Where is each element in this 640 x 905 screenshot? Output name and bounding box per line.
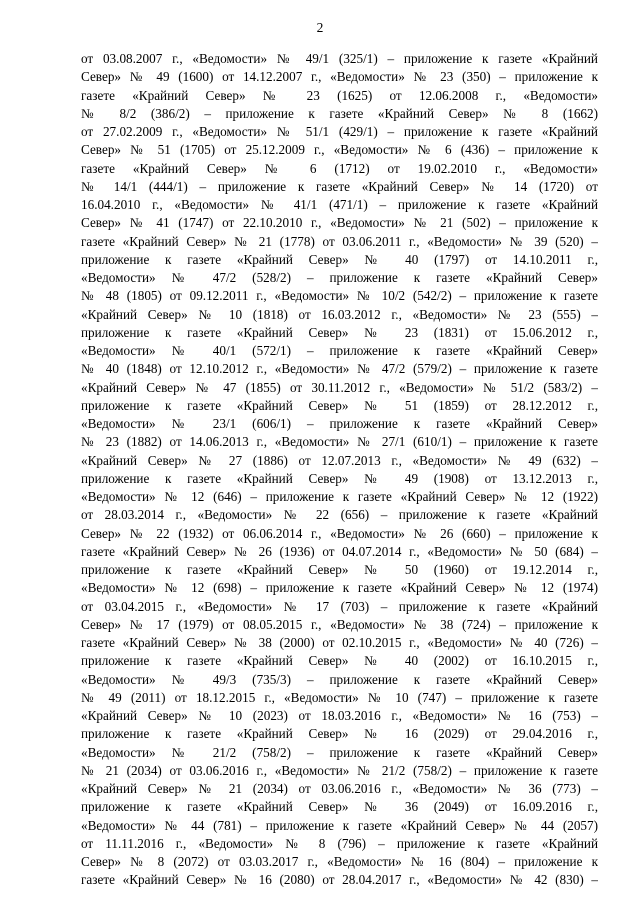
text-line: приложение к газете «Крайний Север» № 23 (1831) от 15.06.2012 г.,: [81, 324, 598, 340]
text-line: «Крайний Север» № 10 (1818) от 16.03.2012 г., «Ведомости» № 23 (555) –: [81, 306, 598, 322]
text-line: «Крайний Север» № 10 (2023) от 18.03.2016 г., «Ведомости» № 16 (753) –: [81, 708, 598, 723]
text-line: «Крайний Север» № 27 (1886) от 12.07.2013 г., «Ведомости» № 49 (632) –: [81, 452, 598, 468]
body-text: [81, 50, 598, 890]
text-line: приложение к газете «Крайний Север» № 40 (2002) от 16.10.2015 г.,: [81, 653, 598, 669]
text-line: от 28.03.2014 г., «Ведомости» № 22 (656) – приложение к газете «Крайний: [81, 507, 598, 523]
text-line: газете «Крайний Север» № 38 (2000) от 02.10.2015 г., «Ведомости» № 40 (726) –: [81, 635, 598, 650]
text-line: приложение к газете «Крайний Север» № 51 (1859) от 28.12.2012 г.,: [81, 397, 598, 413]
text-line: газете «Крайний Север» № 6 (1712) от 19.02.2010 г., «Ведомости»: [81, 160, 598, 176]
text-line: от 27.02.2009 г., «Ведомости» № 51/1 (429/1) – приложение к газете «Крайний: [81, 124, 598, 139]
text-line: № 48 (1805) от 09.12.2011 г., «Ведомости» № 10/2 (542/2) – приложение к газете: [81, 288, 598, 304]
text-line: от 03.04.2015 г., «Ведомости» № 17 (703) – приложение к газете «Крайний: [81, 598, 598, 614]
text-line: приложение к газете «Крайний Север» № 36 (2049) от 16.09.2016 г.,: [81, 799, 598, 815]
text-line: Север» № 41 (1747) от 22.10.2010 г., «Ведомости» № 21 (502) – приложение к: [81, 215, 598, 231]
text-line: № 21 (2034) от 03.06.2016 г., «Ведомости» № 21/2 (758/2) – приложение к газете: [81, 762, 598, 778]
text-line: «Ведомости» № 12 (698) – приложение к газете «Крайний Север» № 12 (1974): [81, 580, 598, 596]
text-line: 16.04.2010 г., «Ведомости» № 41/1 (471/1) – приложение к газете «Крайний: [81, 197, 598, 212]
text-line: № 23 (1882) от 14.06.2013 г., «Ведомости» № 27/1 (610/1) – приложение к газете: [81, 434, 598, 450]
text-line: «Крайний Север» № 47 (1855) от 30.11.2012 г., «Ведомости» № 51/2 (583/2) –: [81, 379, 598, 395]
text-line: «Ведомости» № 40/1 (572/1) – приложение к газете «Крайний Север»: [81, 343, 598, 358]
text-line: «Крайний Север» № 21 (2034) от 03.06.2016 г., «Ведомости» № 36 (773) –: [81, 781, 598, 796]
text-line: газете «Крайний Север» № 16 (2080) от 28.04.2017 г., «Ведомости» № 42 (830) –: [81, 872, 598, 888]
text-line: № 8/2 (386/2) – приложение к газете «Крайний Север» № 8 (1662): [81, 105, 598, 121]
text-line: № 49 (2011) от 18.12.2015 г., «Ведомости» № 10 (747) – приложение к газете: [81, 689, 598, 705]
text-line: приложение к газете «Крайний Север» № 16 (2029) от 29.04.2016 г.,: [81, 726, 598, 742]
text-line: от 03.08.2007 г., «Ведомости» № 49/1 (325/1) – приложение к газете «Крайний: [81, 51, 598, 66]
text-line: Север» № 51 (1705) от 25.12.2009 г., «Ведомости» № 6 (436) – приложение к: [81, 142, 598, 158]
text-line: «Ведомости» № 49/3 (735/3) – приложение к газете «Крайний Север»: [81, 671, 598, 687]
text-line: приложение к газете «Крайний Север» № 50 (1960) от 19.12.2014 г.,: [81, 562, 598, 577]
text-line: от 11.11.2016 г., «Ведомости» № 8 (796) – приложение к газете «Крайний: [81, 835, 598, 851]
text-line: «Ведомости» № 21/2 (758/2) – приложение к газете «Крайний Север»: [81, 744, 598, 760]
text-line: «Ведомости» № 12 (646) – приложение к газете «Крайний Север» № 12 (1922): [81, 489, 598, 504]
text-line: Север» № 8 (2072) от 03.03.2017 г., «Ведомости» № 16 (804) – приложение к: [81, 854, 598, 869]
text-line: «Ведомости» № 47/2 (528/2) – приложение к газете «Крайний Север»: [81, 270, 598, 285]
text-line: газете «Крайний Север» № 23 (1625) от 12.06.2008 г., «Ведомости»: [81, 87, 598, 103]
text-line: газете «Крайний Север» № 21 (1778) от 03.06.2011 г., «Ведомости» № 39 (520) –: [81, 233, 598, 249]
text-line: № 14/1 (444/1) – приложение к газете «Крайний Север» № 14 (1720) от: [81, 178, 598, 194]
text-line: «Ведомости» № 23/1 (606/1) – приложение к газете «Крайний Север»: [81, 416, 598, 431]
text-line: № 40 (1848) от 12.10.2012 г., «Ведомости» № 47/2 (579/2) – приложение к газете: [81, 361, 598, 377]
text-line: Север» № 17 (1979) от 08.05.2015 г., «Ведомости» № 38 (724) – приложение к: [81, 616, 598, 632]
text-line: приложение к газете «Крайний Север» № 40 (1797) от 14.10.2011 г.,: [81, 251, 598, 267]
text-line: «Ведомости» № 44 (781) – приложение к газете «Крайний Север» № 44 (2057): [81, 817, 598, 833]
text-line: Север» № 49 (1600) от 14.12.2007 г., «Ведомости» № 23 (350) – приложение к: [81, 69, 598, 85]
text-line: приложение к газете «Крайний Север» № 49 (1908) от 13.12.2013 г.,: [81, 470, 598, 486]
text-line: газете «Крайний Север» № 26 (1936) от 04.07.2014 г., «Ведомости» № 50 (684) –: [81, 543, 598, 559]
page-number: 2: [316, 20, 324, 35]
text-line: Север» № 22 (1932) от 06.06.2014 г., «Ведомости» № 26 (660) – приложение к: [81, 525, 598, 541]
